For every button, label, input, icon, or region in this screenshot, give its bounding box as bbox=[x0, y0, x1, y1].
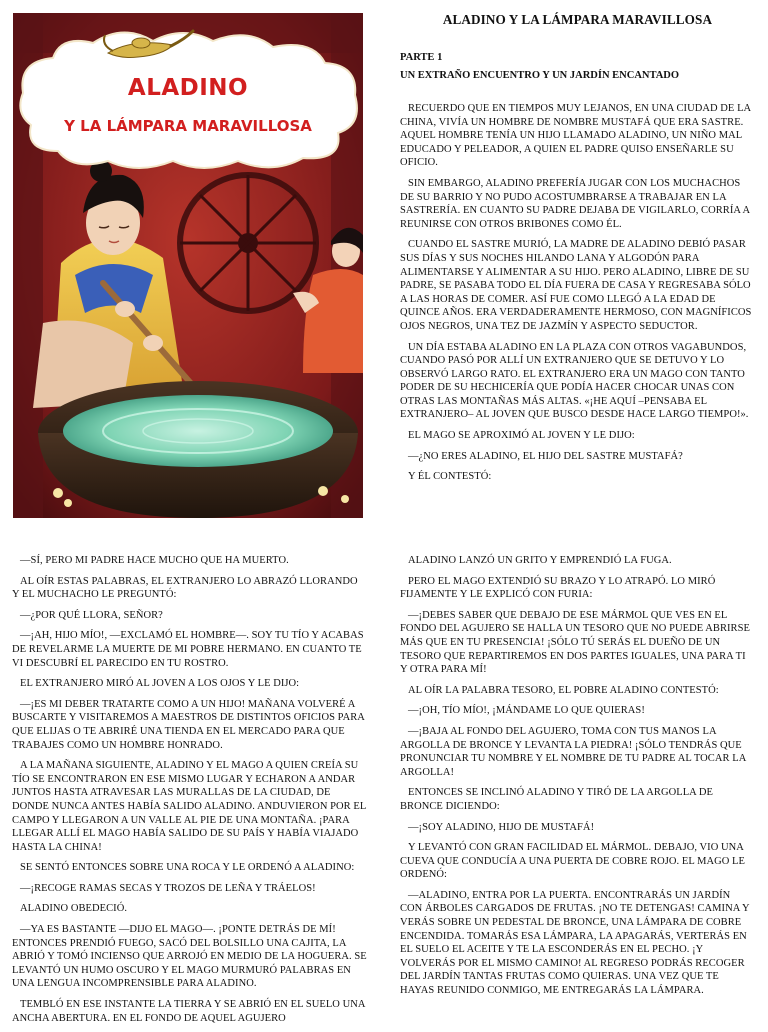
paragraph: UN DÍA ESTABA ALADINO EN LA PLAZA CON OTROS VAGABUNDOS, CUANDO PASÓ POR ALLÍ UN EXTRANJERO QUE SE DETUVO Y LO OBSERVÓ LARGO RATO. EL EXTRANJERO ERA UN MAGO CON TANTO PODER DE SU HECHICERÍA QUE PODÍA HACER CHOCAR UNAS CON OTRAS LAS MONTAÑAS MÁS ALTAS. «¡HE AQUÍ –PENSABA EL EXTRANJERO– AL JOVEN QUE BUSCO DESDE HACE LARGO TIEMPO!». bbox=[400, 341, 749, 421]
book-title: ALADINO Y LA LÁMPARA MARAVILLOSA bbox=[442, 12, 713, 27]
paragraph: AL OÍR ESTAS PALABRAS, EL EXTRANJERO LO ABRAZÓ LLORANDO Y EL MUCHACHO LE PREGUNTÓ: bbox=[12, 575, 358, 601]
paragraph: —¡AH, HIJO MÍO!, —EXCLAMÓ EL HOMBRE—. SOY TU TÍO Y ACABAS DE REVELARME LA MUERTE DE MI POBRE HERMANO. EN CUANTO TE VI DESCUBRÍ EL PARECIDO EN TU ROSTRO. bbox=[12, 630, 364, 669]
paragraph: EL EXTRANJERO MIRÓ AL JOVEN A LOS OJOS Y LE DIJO: bbox=[20, 678, 300, 690]
cover-title: ALADINO bbox=[127, 75, 249, 101]
paragraph: —SÍ, PERO MI PADRE HACE MUCHO QUE HA MUERTO. bbox=[20, 555, 289, 566]
cover-illustration bbox=[13, 13, 363, 518]
paragraph: —¡SOY ALADINO, HIJO DE MUSTAFÁ! bbox=[408, 821, 595, 833]
paragraph: SE SENTÓ ENTONCES SOBRE UNA ROCA Y LE ORDENÓ A ALADINO: bbox=[20, 862, 355, 874]
paragraph: AL OÍR LA PALABRA TESORO, EL POBRE ALADINO CONTESTÓ: bbox=[408, 684, 719, 696]
paragraph: —¡DEBES SABER QUE DEBAJO DE ESE MÁRMOL QUE VES EN EL FONDO DEL AGUJERO SE HALLA UN TESORO QUE NO PUEDE ABRIRSE MÁS QUE EN TU PRESENCIA! ¡SÓLO TÚ SERÁS EL DUEÑO DE UN TESORO QUE REPARTIREMOS EN DOS PARTES IGUALES, UNA PARA TI Y OTRA PARA MÍ! bbox=[400, 609, 750, 676]
paragraph: —¡ES MI DEBER TRATARTE COMO A UN HIJO! MAÑANA VOLVERÉ A BUSCARTE Y VISITAREMOS A MAESTROS DE DISTINTOS OFICIOS PARA QUE ELIJAS O TE ABRIRÉ UNA TIENDA EN EL MERCADO PARA QUE TRABAJES COMO UN HOMBRE HONRADO. bbox=[12, 698, 365, 751]
paragraph: CUANDO EL SASTRE MURIÓ, LA MADRE DE ALADINO DEBIÓ PASAR SUS DÍAS Y SUS NOCHES HILANDO LANA Y ALGODÓN PARA ALIMENTARSE Y ALIMENTAR A SU HIJO. PERO ALADINO, LIBRE DE SU PADRE, SE PASABA TODO EL DÍA FUERA DE CASA Y REGRESABA SÓLO A LAS HORAS DE COMER. ASÍ FUE COMO LLEGÓ A LA EDAD DE QUINCE AÑOS. ERA VERDADERAMENTE HERMOSO, CON MAGNÍFICOS OJOS NEGROS, UNA TEZ DE JAZMÍN Y ASPECTO SEDUCTOR. bbox=[400, 239, 752, 332]
paragraph: EL MAGO SE APROXIMÓ AL JOVEN Y LE DIJO: bbox=[408, 430, 635, 442]
paragraph: PERO EL MAGO EXTENDIÓ SU BRAZO Y LO ATRAPÓ. LO MIRÓ FIJAMENTE Y LE EXPLICÓ CON FURIA: bbox=[400, 575, 716, 601]
chapter-heading: UN EXTRAÑO ENCUENTRO Y UN JARDÍN ENCANTADO bbox=[400, 70, 680, 81]
part-heading: PARTE 1 bbox=[400, 52, 443, 63]
paragraph: —¿POR QUÉ LLORA, SEÑOR? bbox=[20, 609, 163, 621]
paragraph: —¿NO ERES ALADINO, EL HIJO DEL SASTRE MUSTAFÁ? bbox=[408, 450, 683, 462]
paragraph: ENTONCES SE INCLINÓ ALADINO Y TIRÓ DE LA ARGOLLA DE BRONCE DICIENDO: bbox=[400, 787, 713, 812]
paragraph: Y ÉL CONTESTÓ: bbox=[408, 471, 492, 483]
paragraph: —ALADINO, ENTRA POR LA PUERTA. ENCONTRARÁS UN JARDÍN CON ÁRBOLES CARGADOS DE FRUTAS. ¡NO TE DETENGAS! CAMINA Y VERÁS SOBRE UN PEDESTAL DE BRONCE, UNA LÁMPARA DE COBRE ENCENDIDA. TOMARÁS ESA LÁMPARA, LA APAGARÁS, VERTERÁS EN EL SUELO EL ACEITE Y TE LA ESCONDERÁS EN EL PECHO. ¡Y VOLVERÁS POR EL MISMO CAMINO! AL REGRESO PODRÁS RECOGER DEL JARDÍN TANTAS FRUTAS COMO QUIERAS. UNA VEZ QUE TE HAYAS REUNIDO CONMIGO, ME ENTREGARÁS LA LÁMPARA. bbox=[400, 889, 750, 997]
paragraph: —¡OH, TÍO MÍO!, ¡MÁNDAME LO QUE QUIERAS! bbox=[408, 705, 645, 717]
paragraph: SIN EMBARGO, ALADINO PREFERÍA JUGAR CON LOS MUCHACHOS DE SU BARRIO Y NO PUDO ACOSTUMBRARSE A TRABAJAR EN LA SASTRERÍA. EN CUANTO SU PADRE DEJABA DE VIGILARLO, CORRÍA A REUNIRSE CON OTROS BRIBONES COMO ÉL. bbox=[400, 177, 750, 230]
paragraph: Y LEVANTÓ CON GRAN FACILIDAD EL MÁRMOL. DEBAJO, VIO UNA CUEVA QUE CONDUCÍA A UNA PUERTA DE COBRE ROJO. EL MAGO LE ORDENÓ: bbox=[400, 842, 745, 881]
paragraph: —¡BAJA AL FONDO DEL AGUJERO, TOMA CON TUS MANOS LA ARGOLLA DE BRONCE Y LEVANTA LA PIEDRA! ¡SÓLO TENDRÁS QUE PRONUNCIAR TU NOMBRE Y EL NOMBRE DE TU PADRE AL TOCAR LA ARGOLLA! bbox=[400, 725, 746, 778]
paragraph: —¡RECOGE RAMAS SECAS Y TROZOS DE LEÑA Y TRÁELOS! bbox=[20, 882, 316, 894]
paragraph: —YA ES BASTANTE —DIJO EL MAGO—. ¡PONTE DETRÁS DE MÍ! ENTONCES PRENDIÓ FUEGO, SACÓ DEL BOLSILLO UNA CAJITA, LA ABRIÓ Y TOMÓ INCIENSO QUE ARROJÓ EN MEDIO DE LA HOGUERA. SE LEVANTÓ UN HUMO OSCURO Y EL MAGO MURMURÓ PALABRAS EN UNA LENGUA INCOMPRENSIBLE PARA ALADINO. bbox=[12, 924, 367, 990]
intro-column bbox=[400, 12, 755, 491]
paragraph: TEMBLÓ EN ESE INSTANTE LA TIERRA Y SE ABRIÓ EN EL SUELO UNA ANCHA ABERTURA. EN EL FONDO DE AQUEL AGUJERO bbox=[12, 999, 365, 1024]
paragraph: ALADINO LANZÓ UN GRITO Y EMPRENDIÓ LA FUGA. bbox=[408, 555, 672, 566]
right-column bbox=[400, 554, 755, 1005]
left-column bbox=[12, 554, 367, 1032]
paragraph: RECUERDO QUE EN TIEMPOS MUY LEJANOS, EN UNA CIUDAD DE LA CHINA, VIVÍA UN HOMBRE DE NOMBRE MUSTAFÁ QUE ERA SASTRE. AQUEL HOMBRE TENÍA UN HIJO LLAMADO ALADINO, UN NIÑO MAL EDUCADO Y PELEADOR, A QUIEN EL PADRE QUISO ENSEÑARLE SU OFICIO. bbox=[400, 103, 751, 169]
paragraph: ALADINO OBEDECIÓ. bbox=[20, 903, 128, 915]
paragraph: A LA MAÑANA SIGUIENTE, ALADINO Y EL MAGO A QUIEN CREÍA SU TÍO SE ENCONTRARON EN ESE MISMO LUGAR Y ECHARON A ANDAR JUNTOS HASTA ATRAVESAR LAS MURALLAS DE LA CIUDAD, DE DONDE NUNCA ANTES HABÍA SALIDO ALADINO. ANDUVIERON POR EL CAMPO Y LLEGARON A UN VALLE AL PIE DE UNA MONTAÑA. ¡PARA LLEGAR ALLÍ EL MAGO HABÍA SALIDO DE SU PAÍS Y HABÍA VIAJADO HASTA LA CHINA! bbox=[12, 760, 366, 853]
cover-subtitle: Y LA LÁMPARA MARAVILLOSA bbox=[64, 117, 312, 135]
